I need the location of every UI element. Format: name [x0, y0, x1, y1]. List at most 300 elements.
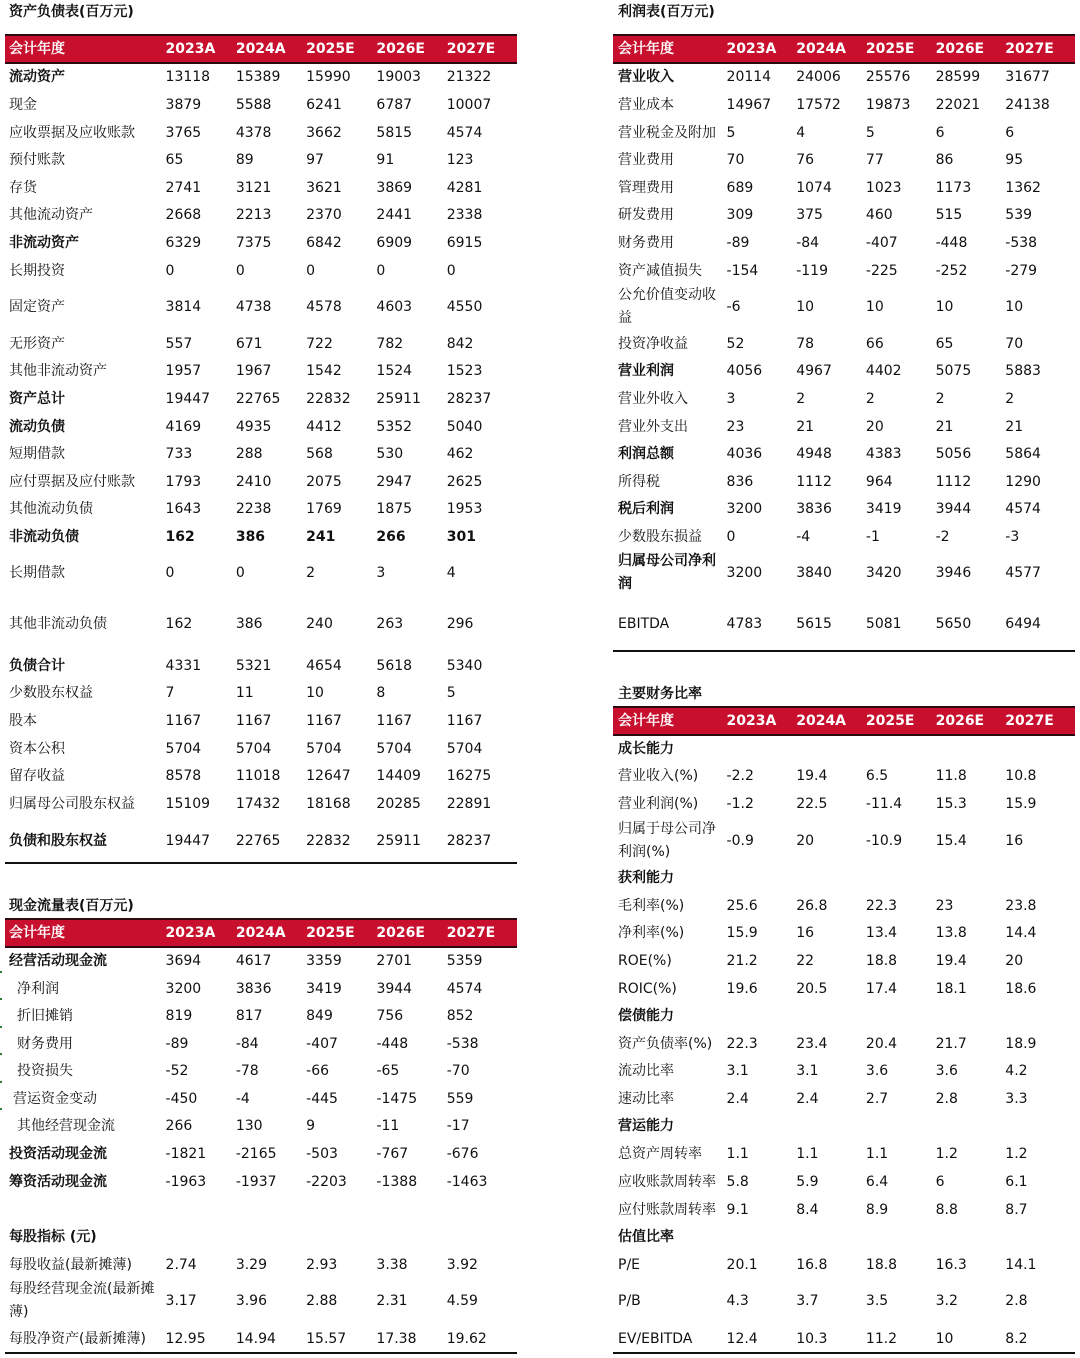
cell-value: 4617 [235, 953, 272, 969]
table-row [613, 257, 1075, 285]
cell-value: -0.9 [726, 833, 754, 849]
table-row [613, 735, 1075, 763]
table-row [613, 947, 1075, 975]
cell-value: 671 [235, 336, 263, 352]
row-label: 其他经营现金流 [0, 1115, 166, 1138]
cell-value: 4.59 [446, 1293, 478, 1309]
table-row [613, 892, 1075, 920]
header-year: 2024A [235, 41, 286, 57]
row-label: 其他流动负债 [9, 500, 93, 517]
table-row [613, 413, 1075, 441]
cell-value: -17 [446, 1118, 470, 1134]
cell-value: 4574 [1005, 501, 1041, 517]
cell-value: 6 [935, 125, 945, 141]
cell-value: 97 [306, 152, 324, 168]
cell-value: 22021 [935, 97, 981, 113]
cell-value: 5815 [376, 125, 413, 141]
cell-value: 5359 [446, 953, 483, 969]
cell-value: 13.4 [865, 925, 898, 941]
balance-sheet-bottom-rule [5, 862, 517, 864]
table-row [0, 257, 517, 285]
row-label: 净利率(%) [618, 924, 685, 941]
cell-value: 3879 [165, 97, 202, 113]
table-row [613, 146, 1075, 174]
header-year: 2026E [935, 41, 985, 57]
cell-value: 462 [446, 446, 474, 462]
balance-sheet-title: 资产负债表(百万元) [9, 4, 134, 20]
cell-value: 19.4 [935, 953, 967, 969]
cell-value: 817 [235, 1008, 263, 1024]
cell-value: 5883 [1005, 363, 1041, 379]
cell-value: -11.4 [865, 796, 903, 812]
row-label: 速动比率 [618, 1090, 674, 1107]
table-row [0, 762, 517, 790]
cell-value: 2410 [235, 474, 272, 490]
cell-value: 5618 [376, 658, 413, 674]
cell-value: 15.9 [726, 925, 758, 941]
header-year: 2026E [376, 925, 425, 941]
left-panel [0, 0, 517, 1358]
cell-value: 288 [235, 446, 263, 462]
cell-value: 5650 [935, 616, 972, 632]
cell-value: 25911 [376, 833, 421, 849]
cell-value: 6494 [1005, 616, 1041, 632]
cell-value: 5704 [235, 741, 272, 757]
cell-value: -1463 [446, 1174, 488, 1190]
row-label: 固定资产 [9, 298, 65, 315]
cell-value: 3.96 [235, 1293, 267, 1309]
cell-value: 22832 [306, 833, 351, 849]
cell-value: 2.4 [796, 1091, 819, 1107]
cell-value: 10 [935, 299, 954, 315]
table-row [0, 790, 517, 818]
cell-value: 95 [1005, 152, 1024, 168]
row-label: 其他非流动负债 [9, 615, 107, 632]
table-row [613, 790, 1075, 818]
table-row [0, 440, 517, 468]
balance-sheet-header [5, 34, 517, 64]
cell-value: 4578 [306, 299, 342, 315]
cell-value: 9 [306, 1118, 316, 1134]
table-row [613, 1168, 1075, 1196]
cell-value: 3.92 [446, 1257, 478, 1273]
row-label: EBITDA [618, 615, 670, 632]
cell-value: 5.9 [796, 1174, 819, 1190]
cell-value: 836 [726, 474, 754, 490]
cell-value: -1937 [235, 1174, 277, 1190]
cell-value: 91 [376, 152, 395, 168]
cell-value: 66 [865, 336, 884, 352]
table-row [613, 975, 1075, 1003]
table-row [613, 119, 1075, 147]
cell-value: 15.9 [1005, 796, 1037, 812]
header-label: 会计年度 [618, 712, 674, 729]
ratios-header [613, 706, 1075, 736]
cell-value: 18.8 [865, 1257, 898, 1273]
cell-value: 3200 [726, 501, 763, 517]
cell-value: 20.1 [726, 1257, 758, 1273]
cell-value: 4550 [446, 299, 483, 315]
row-label: 资产总计 [9, 390, 65, 407]
table-row [0, 1030, 517, 1058]
table-row [613, 1196, 1075, 1224]
cell-value: 842 [446, 336, 474, 352]
cell-value: -70 [446, 1063, 470, 1079]
cell-value: 2.31 [376, 1293, 408, 1309]
table-row [613, 1287, 1075, 1315]
cell-value: 20 [796, 833, 815, 849]
table-row [0, 523, 517, 551]
cell-value: 1.1 [865, 1146, 889, 1162]
cell-value: 3419 [306, 981, 342, 997]
row-label: 流动负债 [9, 418, 65, 435]
row-label: 资产负债率(%) [618, 1035, 713, 1052]
cell-value: 2 [306, 565, 316, 581]
table-row [613, 91, 1075, 119]
cell-value: -407 [306, 1036, 338, 1052]
row-label: 流动比率 [618, 1062, 674, 1079]
cell-value: 5704 [446, 741, 483, 757]
cell-value: 2 [796, 391, 806, 407]
row-label: 净利润 [0, 978, 166, 1001]
cell-value: 1793 [165, 474, 202, 490]
cell-value: 782 [376, 336, 404, 352]
cell-value: 21 [796, 419, 815, 435]
cell-value: 8 [376, 685, 386, 701]
cell-value: 2370 [306, 207, 342, 223]
cell-value: 2 [935, 391, 945, 407]
cell-value: 17432 [235, 796, 281, 812]
cell-value: 10 [796, 299, 815, 315]
cell-value: 89 [235, 152, 254, 168]
cell-value: 4378 [235, 125, 272, 141]
table-row [613, 287, 1075, 326]
cash-flow-header [5, 918, 517, 948]
table-row [0, 707, 517, 735]
cell-value: 568 [306, 446, 333, 462]
cell-value: 78 [796, 336, 815, 352]
cell-value: -767 [376, 1146, 409, 1162]
table-row [613, 1140, 1075, 1168]
table-row [613, 1112, 1075, 1140]
cell-value: 3 [376, 565, 386, 581]
cell-value: 1167 [235, 713, 272, 729]
cell-value: -448 [935, 235, 968, 251]
table-row [0, 119, 517, 147]
cell-value: 2.74 [165, 1257, 197, 1273]
cell-value: 16 [796, 925, 815, 941]
cell-value: -1.2 [726, 796, 754, 812]
cell-value: 18.6 [1005, 981, 1037, 997]
cell-value: 819 [165, 1008, 193, 1024]
cell-value: 3.1 [726, 1063, 749, 1079]
cell-value: 1.1 [726, 1146, 749, 1162]
cell-value: 296 [446, 616, 474, 632]
table-row [613, 553, 1075, 592]
header-year: 2024A [796, 713, 847, 729]
cell-value: 3836 [235, 981, 272, 997]
cell-value: 3359 [306, 953, 342, 969]
row-label: 归属母公司股东权益 [9, 795, 135, 812]
cell-value: 2238 [235, 501, 272, 517]
cell-value: -503 [306, 1146, 338, 1162]
table-row [0, 330, 517, 358]
cell-value: 22.3 [726, 1036, 758, 1052]
table-row [0, 1085, 517, 1113]
cell-value: 5340 [446, 658, 483, 674]
row-label: 应收账款周转率 [618, 1173, 716, 1190]
ratios-bottom-rule [613, 1352, 1075, 1354]
cell-value: 0 [726, 529, 736, 545]
cell-value: 5704 [165, 741, 202, 757]
cell-value: 4402 [865, 363, 902, 379]
cell-value: 6.1 [1005, 1174, 1028, 1190]
cell-value: 3944 [376, 981, 413, 997]
cell-value: 4 [446, 565, 456, 581]
table-row [0, 413, 517, 441]
cell-value: 6787 [376, 97, 413, 113]
row-label: 利润总额 [618, 445, 674, 462]
table-row [0, 146, 517, 174]
cell-value: 15990 [306, 69, 351, 85]
cell-value: 2 [1005, 391, 1015, 407]
cell-value: 2338 [446, 207, 483, 223]
cell-value: 2668 [165, 207, 202, 223]
cell-value: 0 [235, 263, 245, 279]
cell-value: 2441 [376, 207, 413, 223]
cell-value: -252 [935, 263, 968, 279]
cell-value: 15.4 [935, 833, 967, 849]
cell-value: 1957 [165, 363, 202, 379]
cell-value: 964 [865, 474, 893, 490]
cell-value: -2165 [235, 1146, 277, 1162]
header-label: 会计年度 [9, 40, 65, 57]
cell-value: 22832 [306, 391, 351, 407]
cell-value: 19.62 [446, 1331, 487, 1347]
cell-value: 1524 [376, 363, 413, 379]
cell-value: 5588 [235, 97, 272, 113]
cell-value: -1475 [376, 1091, 418, 1107]
cell-value: 22.3 [865, 898, 898, 914]
header-year: 2025E [306, 41, 355, 57]
cell-value: 20.4 [865, 1036, 898, 1052]
header-year: 2023A [726, 713, 777, 729]
table-row [613, 864, 1075, 892]
table-row [613, 174, 1075, 202]
cell-value: 123 [446, 152, 474, 168]
cell-value: 0 [446, 263, 456, 279]
row-label: 归属母公司净利润 [618, 553, 716, 592]
cell-value: 1167 [376, 713, 413, 729]
cell-value: 14967 [726, 97, 772, 113]
header-label: 会计年度 [618, 40, 674, 57]
table-row [613, 821, 1075, 860]
cell-value: 3765 [165, 125, 202, 141]
table-row [613, 1325, 1075, 1353]
table-row [0, 229, 517, 257]
cell-value: 5 [446, 685, 456, 701]
cell-value: 3121 [235, 180, 272, 196]
cell-value: -1388 [376, 1174, 418, 1190]
cell-value: 4738 [235, 299, 272, 315]
cell-value: 3.6 [935, 1063, 958, 1079]
cell-value: 10 [1005, 299, 1024, 315]
cell-value: 0 [165, 263, 175, 279]
header-year: 2023A [165, 925, 216, 941]
header-year: 2025E [865, 41, 915, 57]
cell-value: 0 [306, 263, 316, 279]
table-row [613, 762, 1075, 790]
row-label: 应付账款周转率 [618, 1201, 716, 1218]
cell-value: 7375 [235, 235, 272, 251]
cell-value: 1542 [306, 363, 342, 379]
cell-value: 15389 [235, 69, 281, 85]
cell-value: 12.4 [726, 1331, 758, 1347]
cell-value: 4.2 [1005, 1063, 1028, 1079]
cell-value: 3419 [865, 501, 902, 517]
section-label: 偿债能力 [618, 1007, 674, 1024]
cell-value: 1.2 [1005, 1146, 1028, 1162]
cell-value: 2.8 [935, 1091, 958, 1107]
cell-value: 19447 [165, 391, 211, 407]
table-row [0, 1325, 517, 1353]
cell-value: 6.5 [865, 768, 889, 784]
table-row [0, 385, 517, 413]
row-label: 营业费用 [618, 151, 674, 168]
cell-value: 22.5 [796, 796, 828, 812]
cell-value: 1112 [935, 474, 972, 490]
cell-value: 25911 [376, 391, 421, 407]
cell-value: 21322 [446, 69, 492, 85]
cell-value: 1023 [865, 180, 902, 196]
table-row [0, 947, 517, 975]
cell-value: 3.1 [796, 1063, 819, 1079]
cell-value: 1967 [235, 363, 272, 379]
table-row [0, 1251, 517, 1279]
cell-value: 23 [726, 419, 745, 435]
table-row [0, 1057, 517, 1085]
cell-value: 3662 [306, 125, 342, 141]
row-label: 负债合计 [9, 657, 65, 674]
cell-value: -538 [1005, 235, 1038, 251]
cell-value: 8.4 [796, 1202, 819, 1218]
cell-value: 5615 [796, 616, 832, 632]
cell-value: 10 [306, 685, 324, 701]
row-label: ROIC(%) [618, 980, 677, 997]
cell-value: 4281 [446, 180, 483, 196]
cell-value: 6 [1005, 125, 1015, 141]
table-row [0, 1140, 517, 1168]
table-row [613, 610, 1075, 638]
cell-value: 539 [1005, 207, 1033, 223]
income-statement-bottom-rule [613, 650, 1075, 652]
cell-value: 559 [446, 1091, 474, 1107]
cell-value: 5040 [446, 419, 483, 435]
table-row [0, 679, 517, 707]
row-label: 投资净收益 [618, 335, 688, 352]
header-year: 2026E [935, 713, 985, 729]
cell-value: 3.7 [796, 1293, 819, 1309]
cell-value: 10.3 [796, 1331, 828, 1347]
cell-value: 14.94 [235, 1331, 276, 1347]
cell-value: 5864 [1005, 446, 1041, 462]
cell-value: 2947 [376, 474, 413, 490]
cell-value: 10 [935, 1331, 954, 1347]
row-label: 现金 [9, 96, 37, 113]
cell-value: 19873 [865, 97, 911, 113]
cell-value: 8578 [165, 768, 202, 784]
cell-value: 4783 [726, 616, 763, 632]
cell-value: 16.8 [796, 1257, 828, 1273]
cell-value: 4331 [165, 658, 202, 674]
cell-value: 1523 [446, 363, 483, 379]
row-label: 资本公积 [9, 740, 65, 757]
cell-value: 22 [796, 953, 815, 969]
cell-value: 18168 [306, 796, 351, 812]
cell-value: 13.8 [935, 925, 967, 941]
cell-value: 20 [1005, 953, 1024, 969]
cell-value: 689 [726, 180, 754, 196]
table-row [613, 201, 1075, 229]
cell-value: 65 [165, 152, 184, 168]
cell-value: 3814 [165, 299, 202, 315]
cell-value: 2075 [306, 474, 342, 490]
row-label: 预付账款 [9, 151, 65, 168]
cell-value: 4036 [726, 446, 763, 462]
cell-value: 0 [165, 565, 175, 581]
cell-value: 12.95 [165, 1331, 206, 1347]
cell-value: 386 [235, 616, 263, 632]
row-label: 每股经营现金流(最新摊薄) [9, 1281, 155, 1320]
section-label: 估值比率 [618, 1228, 674, 1245]
cell-value: 11 [235, 685, 254, 701]
cell-value: 70 [1005, 336, 1024, 352]
cell-value: 6241 [306, 97, 342, 113]
cell-value: -66 [306, 1063, 330, 1079]
cell-value: 3.6 [865, 1063, 889, 1079]
cell-value: 2741 [165, 180, 202, 196]
cell-value: -3 [1005, 529, 1020, 545]
row-label: 其他非流动资产 [9, 362, 107, 379]
row-label: 研发费用 [618, 206, 674, 223]
cell-value: 756 [376, 1008, 404, 1024]
cell-value: 1643 [165, 501, 202, 517]
cell-value: 266 [165, 1118, 193, 1134]
table-row [0, 735, 517, 763]
row-label: 税后利润 [618, 500, 674, 517]
cell-value: 76 [796, 152, 815, 168]
cell-value: 3.17 [165, 1293, 197, 1309]
cell-value: 4169 [165, 419, 202, 435]
cell-value: 3944 [935, 501, 972, 517]
cell-value: 20285 [376, 796, 421, 812]
cell-value: 3200 [726, 565, 763, 581]
header-year: 2027E [446, 41, 496, 57]
row-label: 股本 [9, 712, 37, 729]
cell-value: 4412 [306, 419, 342, 435]
cell-value: 9.1 [726, 1202, 749, 1218]
cell-value: 4654 [306, 658, 342, 674]
header-year: 2023A [165, 41, 216, 57]
cell-value: 11.8 [935, 768, 967, 784]
cell-value: -1 [865, 529, 880, 545]
row-label: 长期投资 [9, 262, 65, 279]
table-row [613, 1085, 1075, 1113]
cell-value: 20114 [726, 69, 772, 85]
cell-value: -407 [865, 235, 898, 251]
cell-value: 52 [726, 336, 745, 352]
cell-value: -445 [306, 1091, 338, 1107]
